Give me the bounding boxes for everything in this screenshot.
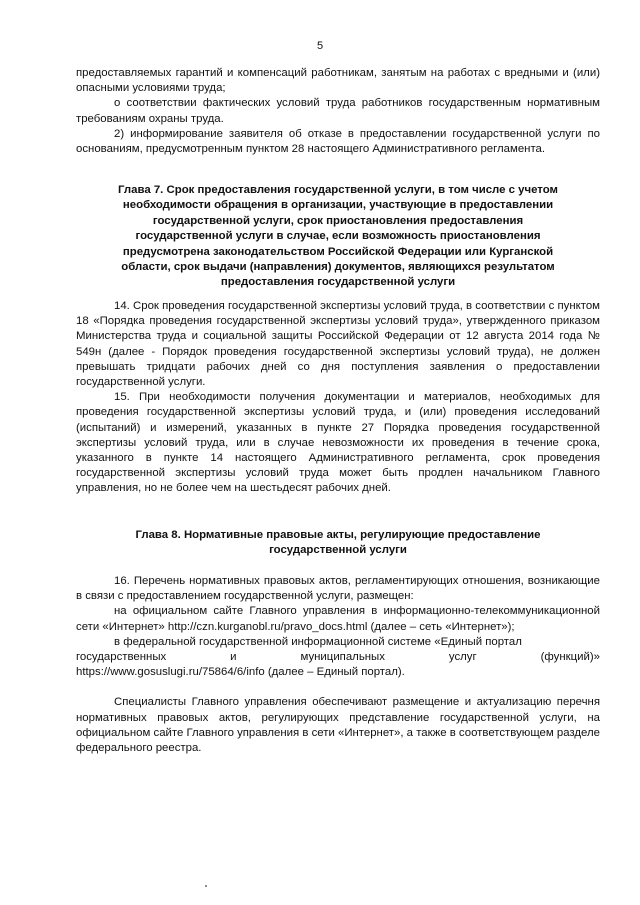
- heading-line: предоставления государственной услуги: [220, 276, 456, 289]
- paragraph-refusal-notice: 2) информирование заявителя об отказе в предоставлении государственной услуги по основаниям, предусмотренным пунктом 28 настоящего Административного регламента.: [76, 127, 600, 156]
- chapter-7-heading: [76, 183, 600, 291]
- heading-line: государственной услуги в случае, если возможность приостановления: [135, 230, 541, 243]
- portal-word: муниципальных: [300, 651, 385, 664]
- portal-word: государственных: [76, 651, 167, 664]
- chapter-8-body: [76, 574, 600, 756]
- chapter-7-body: [76, 299, 600, 497]
- paragraph-guarantees: предоставляемых гарантий и компенсаций работникам, занятым на работах с вредными и (или) опасными условиями труда;: [76, 67, 600, 95]
- intro-section: [76, 66, 600, 157]
- portal-line-2: [76, 650, 600, 665]
- scan-dot: [205, 885, 207, 887]
- portal-line-1: в федеральной государственной информационной системе «Единый портал: [114, 635, 522, 648]
- heading-line: предусмотрена законодательством Российской Федерации или Курганской: [122, 245, 554, 258]
- heading-line: Глава 7. Срок предоставления государственной услуги, в том числе с учетом: [118, 184, 558, 196]
- heading-line: необходимости обращения в организации, участвующие в предоставлении: [122, 199, 554, 212]
- paragraph-16-unified-portal: [76, 635, 600, 681]
- paragraph-14: 14. Срок проведения государственной экспертизы условий труда, в соответствии с пунктом 18 «Порядка проведения государственной экспертизы условий труда», утвержденного приказом Министерства труда и социальной защиты Российской Федерации от 12 августа 2014 года № 549н (далее - Порядок проведения государственной экспертизы условий труда), не должен превышать тридцати рабочих дней со дня поступления заявления о предоставлении государственной услуги.: [76, 300, 600, 389]
- paragraph-16-official-site: на официальном сайте Главного управления в информационно-телекоммуникационной сети «Интернет» http://czn.kurganobl.ru/pravo_docs.html (далее – сеть «Интернет»);: [76, 605, 600, 633]
- portal-word: (функций)»: [540, 651, 600, 664]
- portal-word: и: [230, 651, 237, 664]
- chapter-8-heading: [76, 528, 600, 559]
- portal-line-3: https://www.gosuslugi.ru/75864/6/info (далее – Единый портал).: [76, 666, 405, 679]
- portal-word: услуг: [448, 651, 477, 664]
- paragraph-15: 15. При необходимости получения документации и материалов, необходимых для проведения государственной экспертизы условий труда, и (или) проведения исследований (испытаний) и измерений, указанных в пункте 27 Порядка проведения государственной экспертизы условий труда, или в случае невозможности их проведения в течение срока, указанного в пункте 14 настоящего Административного регламента, срок проведения государственной экспертизы условий труда может быть продлен начальником Главного управления, но не более чем на шестьдесят рабочих дней.: [76, 391, 600, 495]
- heading-line: Глава 8. Нормативные правовые акты, регулирующие предоставление: [135, 529, 541, 541]
- paragraph-16: 16. Перечень нормативных правовых актов, регламентирующих отношения, возникающие в связи с предоставлением государственной услуги, размещен:: [76, 575, 600, 603]
- paragraph-specialists: Специалисты Главного управления обеспечивают размещение и актуализацию перечня нормативных правовых актов, регулирующих представление государственной услуги, на официальном сайте Главного управления в сети «Интернет», а также в соответствующем разделе федерального реестра.: [76, 696, 600, 755]
- heading-line: государственной услуги: [269, 544, 407, 557]
- heading-line: области, срок выдачи (направления) документов, являющихся результатом: [121, 261, 555, 274]
- page-number: 5: [316, 40, 324, 52]
- paragraph-conformity: о соответствии фактических условий труда работников государственным нормативным требованиям охраны труда.: [76, 97, 600, 125]
- heading-line: государственной услуги, срок приостановления предоставления: [152, 214, 524, 227]
